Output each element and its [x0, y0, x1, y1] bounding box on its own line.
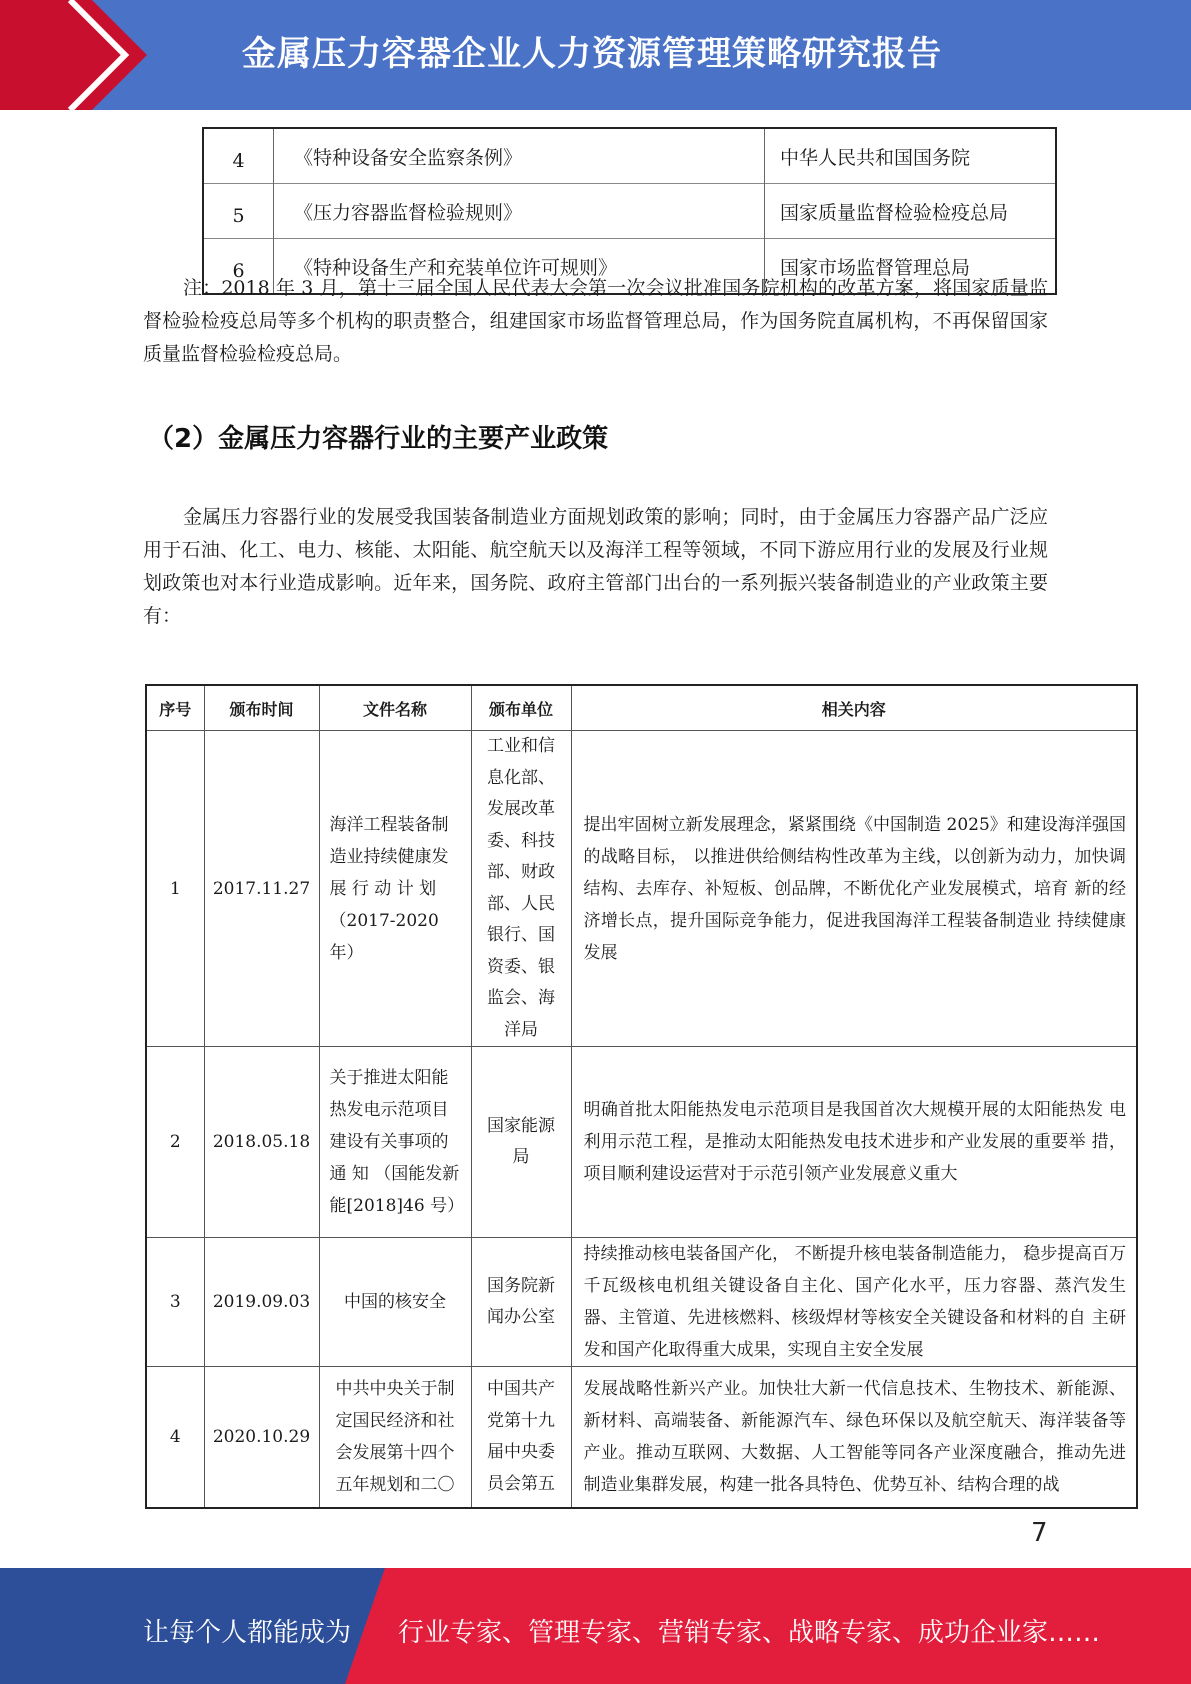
policy-date: 2020.10.29: [204, 1367, 319, 1509]
note-paragraph: 注：2018 年 3 月，第十三届全国人民代表大会第一次会议批准国务院机构的改革方案，将国家质量监督检验检疫总局等多个机构的职责整合，组建国家市场监督管理总局，作为国务院直属机构，不再保留国家质量监督检验检疫总局。: [143, 277, 1048, 365]
policy-content: 明确首批太阳能热发电示范项目是我国首次大规模开展的太阳能热发 电利用示范工程，是推动太阳能热发电技术进步和产业发展的重要举 措，项目顺利建设运营对于示范引领产业发展意义重大: [571, 1047, 1137, 1238]
table-row: [203, 128, 1056, 184]
header-doc: 文件名称: [319, 685, 471, 731]
policy-content: 持续推动核电装备国产化， 不断提升核电装备制造能力， 稳步提高百万千瓦级核电机组关键设备自主化、国产化水平，压力容器、蒸汽发生器、主管道、先进核燃料、核级焊材等核安全关键设备和材料的自 主研发和国产化取得重大成果，实现自主安全发展: [571, 1238, 1137, 1367]
policy-publisher: [471, 1367, 571, 1509]
footer-slogan-left: 让每个人都能成为: [143, 1618, 352, 1648]
regulation-org: 国家质量监督检验检疫总局: [765, 184, 1057, 239]
header-date: 颁布时间: [204, 685, 319, 731]
table-row: [146, 731, 1137, 1047]
policy-no: 3: [146, 1238, 204, 1367]
policy-doc-name-text: 中共中央关于制定国民经济和社会发展第十四个五年规划和二〇: [335, 1379, 455, 1495]
policy-doc-name: 关于推进太阳能 热发电示范项目 建设有关事项的 通 知 （国能发新 能[2018]46 号）: [319, 1047, 471, 1238]
intro-paragraph: 金属压力容器行业的发展受我国装备制造业方面规划政策的影响；同时，由于金属压力容器产品广泛应用于石油、化工、电力、核能、太阳能、航空航天以及海洋工程等领域，不同下游应用行业的发展及行业规划政策也对本行业造成影响。近年来，国务院、政府主管部门出台的一系列振兴装备制造业的产业政策主要有：: [143, 506, 1048, 627]
regulation-no: 6: [203, 239, 274, 295]
policy-publisher-text: 中国共产党第十九届中央委员会第五: [487, 1379, 555, 1494]
header-arrow-decoration: [0, 0, 160, 110]
regulation-name: 《特种设备生产和充装单位许可规则》: [274, 239, 765, 295]
table-header-row: [146, 685, 1137, 731]
policy-content: [571, 1367, 1137, 1509]
header-content: 相关内容: [571, 685, 1137, 731]
regulation-org: 中华人民共和国国务院: [780, 146, 971, 169]
table-row: [146, 1238, 1137, 1367]
policy-no: 1: [146, 731, 204, 1047]
policy-no: 2: [146, 1047, 204, 1238]
table-row: [146, 1367, 1137, 1509]
regulations-table: [202, 127, 1057, 295]
header-no: 序号: [146, 685, 204, 731]
policy-no: 4: [146, 1367, 204, 1509]
regulation-org: 国家市场监督管理总局: [765, 239, 1057, 295]
page-number: 7: [1031, 1518, 1048, 1548]
policy-date: 2017.11.27: [204, 731, 319, 1047]
footer-slogan-right: 行业专家、管理专家、营销专家、战略专家、成功企业家……: [398, 1618, 1101, 1648]
table-row: [146, 1047, 1137, 1238]
policy-doc-name: 中国的核安全: [319, 1238, 471, 1367]
policy-publisher: 国家能源局: [471, 1047, 571, 1238]
policy-content-text: 发展战略性新兴产业。加快壮大新一代信息技术、生物技术、新能源、新材料、高端装备、新能源汽车、绿色环保以及航空航天、海洋装备等产业。推动互联网、大数据、人工智能等同各产业深度融合，推动先进制造业集群发展，构建一批各具特色、优势互补、结构合理的战: [583, 1379, 1126, 1495]
page-footer: [0, 1568, 1191, 1684]
regulation-no: 4: [203, 128, 274, 184]
header-title: 金属压力容器企业人力资源管理策略研究报告: [242, 34, 942, 74]
page-header: [0, 0, 1191, 110]
header-pub: 颁布单位: [471, 685, 571, 731]
policy-doc-name: [319, 1367, 471, 1509]
policy-date: 2018.05.18: [204, 1047, 319, 1238]
section-heading: （2）金属压力容器行业的主要产业政策: [148, 424, 609, 454]
policy-table: [145, 684, 1138, 1509]
regulation-name: 《压力容器监督检验规则》: [274, 184, 765, 239]
policy-publisher: 国务院新闻办公室: [471, 1238, 571, 1367]
regulation-name: 《特种设备安全监察条例》: [274, 128, 765, 184]
policy-publisher: 工业和信息化部、发展改革委、科技部、财政部、人民银行、国资委、银监会、海洋局: [471, 731, 571, 1047]
policy-date: 2019.09.03: [204, 1238, 319, 1367]
policy-content: 提出牢固树立新发展理念，紧紧围绕《中国制造 2025》和建设海洋强国的战略目标， 以推进供给侧结构性改革为主线，以创新为动力，加快调结构、去库存、补短板、创品牌，不断优化产业发展模式，培育 新的经济增长点，提升国际竞争能力，促进我国海洋工程装备制造业 持续健康发展: [571, 731, 1137, 1047]
regulation-no: 5: [203, 184, 274, 239]
table-row: [203, 184, 1056, 239]
policy-doc-name: 海洋工程装备制造业持续健康发展 行 动 计 划 （2017-2020 年）: [319, 731, 471, 1047]
